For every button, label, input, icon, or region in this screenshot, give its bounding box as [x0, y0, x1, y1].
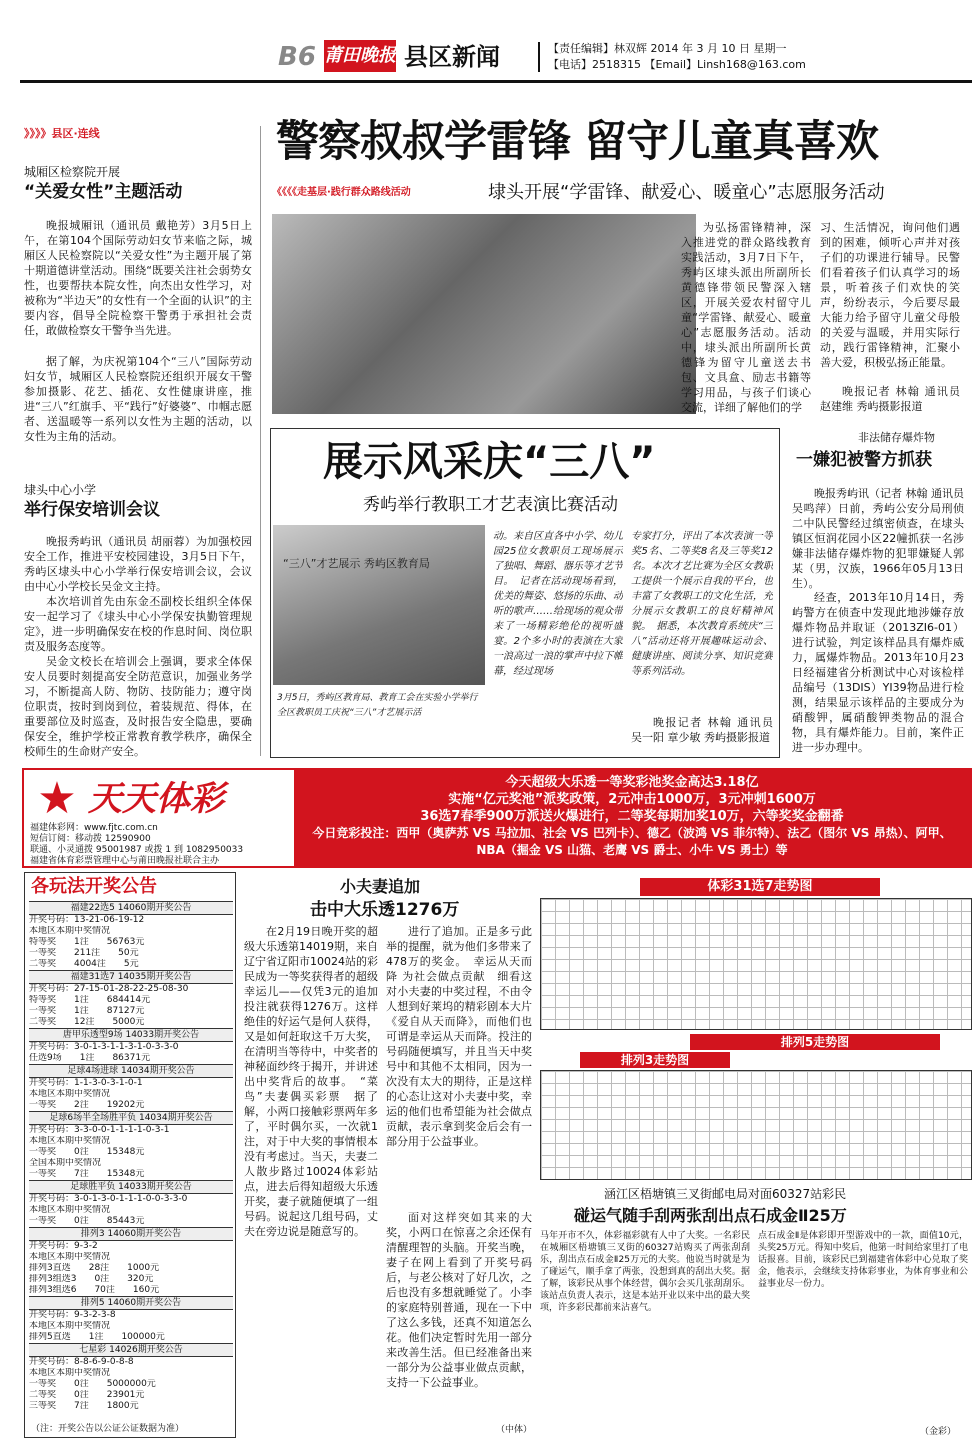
- sanba-box: [270, 428, 780, 758]
- article-subtitle: 城厢区检察院开展: [24, 165, 121, 179]
- section-title: 县区新闻: [404, 43, 500, 71]
- couple-text: 进行了追加。正是多亏此举的提醒，就为他们多带来了478万的奖金。 幸运从天而降 为社会做点贡献 细看这对小夫妻的中奖过程，不由令人想到好莱坞的精彩剧本大片《爱自从天而降》，而他们也可谓是幸运从天而降。投注的号码随便填写，并且当天中奖号中和其他不太相同，因为一次没有太大的期待，正是这样的心态让这对小夫妻中奖，幸运的他们也希望能为社会做点贡献，表示拿到奖金后会有一部分用于公益事业。: [386, 925, 532, 1148]
- lottery-message-panel: [294, 770, 970, 866]
- result-line: 一等奖 0注 85443元: [29, 1216, 145, 1226]
- chart31-grid: [540, 898, 972, 1030]
- lead-credit: 晚报记者 林翰 通讯员 赵建维 秀屿摄影报道: [820, 385, 960, 413]
- lucky-subtitle: 涵江区梧塘镇三叉街邮电局对面60327站彩民: [604, 1187, 847, 1201]
- lottery-info: 短信订阅：移动拨 12590900: [30, 834, 151, 844]
- pl-chart-frame: [540, 1034, 972, 1180]
- result-line: 排列5 14060期开奖公告: [29, 1296, 233, 1310]
- result-line: 排列5直选 1注 100000元: [29, 1332, 165, 1342]
- lottery-banner: [22, 768, 972, 868]
- results-footer: （注：开奖公告以公证公证数据为准）: [31, 1424, 185, 1434]
- result-line: 排列3 14060期开奖公告: [29, 1227, 233, 1241]
- result-line: 本地区本期中奖情况: [29, 1321, 111, 1331]
- couple-source: （中体）: [496, 1425, 533, 1435]
- result-line: 一等奖 0注 5000000元: [29, 1379, 156, 1389]
- result-line: 排列3组选6 70注 160元: [29, 1285, 160, 1295]
- result-line: 足球4场进球 14034期开奖公告: [29, 1064, 233, 1078]
- couple-text: 在2月19日晚开奖的超级大乐透第14019期，来自辽宁省辽阳市10024站的彩民成为一等奖获得者的超级幸运儿——仅凭3元的追加投注就获得1276万。这样绝佳的好运气是何人获得，又是如何赶取这千万大奖，在清明当等待中，中奖者的神秘面纱终于揭开，并讲述出中奖背后的故事。 “菜鸟”夫妻偶买彩票 据了解，小两口接触彩票两年多了，平时偶尔买，一次就1注，对于中大奖的事情根本没有考虑过。当天，夫妻二人散步路过10024体彩站点，进去后得知超级大乐透开奖，妻子就随便填了一组号码。说起这几组号码，丈夫在旁边说是随意写的。: [244, 925, 378, 1238]
- sanba-subtitle: 秀屿举行教职工才艺表演比赛活动: [363, 495, 618, 515]
- result-line: 三等奖 7注 1800元: [29, 1401, 139, 1411]
- result-line: 开奖号码：3-3-0-0-1-1-1-1-0-3-1: [29, 1125, 170, 1135]
- result-line: 本地区本期中奖情况: [29, 1368, 111, 1378]
- result-line: 特等奖 1注 684414元: [29, 995, 151, 1005]
- result-line: 全国本期中奖情况: [29, 1158, 102, 1168]
- result-line: 一等奖 7注 15348元: [29, 1169, 145, 1179]
- lottery-headline: 今天超级大乐透一等奖彩池奖金高达3.18亿: [505, 775, 759, 790]
- result-line: 开奖号码：3-0-1-3-0-1-1-1-0-0-3-3-0: [29, 1194, 188, 1204]
- result-line: 二等奖 0注 23901元: [29, 1390, 145, 1400]
- lottery-headline: 今日竞彩投注：西甲（奥萨苏 VS 马拉加、社会 VS 巴列卡）、德乙（波鸿 VS 菲尔特）、法乙（图尔 VS 昂热）、阿甲、NBA（掘金 VS 山猫、老鹰 VS 爵士、小牛 VS 勇士）等: [312, 826, 952, 857]
- result-line: 七星彩 14026期开奖公告: [29, 1343, 233, 1357]
- result-line: 一等奖 2注 19202元: [29, 1100, 145, 1110]
- lucky-title: 碰运气随手刮两张刮出点石成金Ⅱ25万: [574, 1206, 847, 1225]
- article-subtitle: 埭头中心小学: [24, 483, 97, 497]
- pl-chart-grid: [540, 1070, 972, 1180]
- crime-text: 晚报秀屿讯（记者 林翰 通讯员 吴鸣萍）日前，秀屿公安分局刑侦二中队民警经过缜密侦查，在埭头镇区恒润花园小区22幢抓获一名涉嫌非法储存爆炸物的犯罪嫌疑人郭某（男，汉族，1966年05月13日生）。: [792, 487, 964, 590]
- article-title: “关爱女性”主题活动: [24, 182, 183, 202]
- result-line: 足球胜平负 14033期开奖公告: [29, 1180, 233, 1194]
- lottery-brand: 天天体彩: [88, 779, 224, 819]
- result-line: 开奖号码：1-1-3-0-3-1-0-1: [29, 1078, 143, 1088]
- sanba-photo: [273, 525, 485, 685]
- article-paragraph: 据了解，为庆祝第104个“三八”国际劳动妇女节，城厢区人民检察院还组织开展女干警参加摄影、花艺、插花、女性健康讲座，推进“三八”红旗手、平“践行”好婆婆”、巾帼志愿者、送温暖等一系列以女性为主题的活动，以女性为主角的活动。: [24, 355, 252, 443]
- sanba-text: 专家打分，评出了本次表演一等奖5名、二等奖8名及三等奖12名。本次才艺比赛为全区女教职工提供一个展示自我的平台，也丰富了女教职工的文化生活，充分展示女教职工的良好精神风貌。 据悉，本次教育系统庆“三八”活动还将开展趣味运动会、健康讲座、阅读分享、知识竞赛等系列活动。: [631, 531, 773, 677]
- column-divider: [260, 126, 261, 756]
- sanba-credit: 晚报记者 林翰 通讯员 吴一阳 章少敏 秀屿摄影报道: [631, 716, 773, 744]
- result-line: 本地区本期中奖情况: [29, 1136, 111, 1146]
- lead-photo: [272, 214, 696, 414]
- lottery-headline: 36选7春季900万派送火爆进行，二等奖每期加奖10万，六等奖奖金翻番: [420, 809, 844, 824]
- crime-subtitle: 非法储存爆炸物: [858, 431, 935, 444]
- results-column: [24, 872, 236, 1438]
- contact-line: 【电话】2518315 【Email】Linsh168@163.com: [548, 58, 806, 71]
- paper-logo: [324, 40, 396, 72]
- results-list: [29, 901, 233, 1412]
- lottery-info: 福建体彩网：www.fjtc.com.cn: [30, 823, 158, 833]
- result-line: 一等奖 0注 15348元: [29, 1147, 145, 1157]
- header-rule: [20, 80, 972, 83]
- pl3-title: 排列3走势图: [580, 1052, 730, 1068]
- section-kicker: 》》》》县区·连线: [24, 127, 100, 140]
- header-divider: [538, 42, 540, 72]
- chart31-title: 体彩31选7走势图: [640, 878, 880, 896]
- result-line: 一等奖 211注 50元: [29, 948, 139, 958]
- lucky-text: 马年开市不久，体彩福彩就有人中了大奖。一名彩民在城厢区梧塘镇三叉街的60327站购买了两张刮刮乐，刮出点石成金Ⅱ25万元的大奖。他说当时就是为了碰运气，顺手拿了两张，没想到真的刮出大奖。据了解，该彩民从事个体经营，偶尔会买几张刮刮乐。该站点负责人表示，这是本站开业以来中出的最大奖项，许多彩民都前来沾喜气。: [540, 1231, 750, 1313]
- sanba-caption: 3月5日，秀屿区教育局、教育工会在实验小学举行全区教职员工庆祝“三八”才艺展示活: [277, 693, 478, 718]
- results-title: 各玩法开奖公告: [31, 876, 157, 897]
- result-line: 开奖号码：13-21-06-19-12: [29, 915, 145, 925]
- result-line: 二等奖 12注 5000元: [29, 1017, 145, 1027]
- lottery-headline: 实施“亿元奖池”派奖政策，2元冲击1000万，3元冲刺1600万: [448, 792, 816, 807]
- result-line: 足球6场半全场胜平负 14034期开奖公告: [29, 1111, 233, 1125]
- result-line: 本地区本期中奖情况: [29, 1205, 111, 1215]
- crime-text: 经查，2013年10月14日，秀屿警方在侦查中发现此地涉嫌存放爆炸物品并取证（2013ZI6-01）进行试验，判定该样品具有爆炸威力，属爆炸物品。2013年10月23日经福建省分析测试中心对该检样品编号（13DIS）YI39物品进行检测，结果显示该样品的主要成分为硝酸钾，属硝酸钾类物品的混合物，具有爆炸能力。目前，案件正进一步办理中。: [792, 591, 964, 754]
- paper-name: 莆田晚报: [324, 45, 396, 66]
- crime-title: 一嫌犯被警方抓获: [796, 450, 932, 470]
- result-line: 本地区本期中奖情况: [29, 926, 111, 936]
- article-paragraph: 吴金文校长在培训会上强调，要求全体保安人员要时刻提高安全防范意识，加强业务学习，不断提高人防、物防、技防能力；遵守岗位职责，按时到岗到位，着装规范、得体，在重要部位及时巡查，及时报告安全隐患，要确保安全，维护学校正常教育教学秩序，确保全校师生的生命财产安全。: [24, 655, 252, 758]
- result-line: 福建31选7 14035期开奖公告: [29, 970, 233, 984]
- lead-kicker: 《《《《走基层·践行群众路线活动: [272, 187, 411, 198]
- chart31-frame: [540, 878, 972, 1030]
- editor-line: 【责任编辑】林双辉 2014 年 3 月 10 日 星期一: [548, 42, 787, 55]
- lucky-source: （金彩）: [920, 1427, 957, 1437]
- left-column: [24, 126, 254, 756]
- star-icon: ★: [37, 773, 77, 824]
- article-title: 举行保安培训会议: [24, 500, 160, 520]
- result-line: 唐甲乐透型9场 14033期开奖公告: [29, 1028, 233, 1042]
- result-line: 一等奖 1注 87127元: [29, 1006, 145, 1016]
- result-line: 开奖号码：27-15-01-28-22-25-08-30: [29, 984, 189, 994]
- sanba-title: 展示风采庆“三八”: [323, 439, 656, 485]
- sanba-text: 动。来自区直各中小学、幼儿园25位女教职员工现场展示了独唱、舞蹈、器乐等才艺节目。 记者在活动现场看到，优美的舞姿、悠扬的乐曲、动听的歌声……给现场的观众带来了一场精彩绝伦的视听盛宴。2个多小时的表演在大家一浪高过一浪的掌声中拉下帷幕，经过现场: [493, 531, 623, 677]
- result-line: 福建22选5 14060期开奖公告: [29, 901, 233, 915]
- lead-subtitle: 埭头开展“学雷锋、献爱心、暖童心”志愿服务活动: [488, 182, 885, 203]
- article-paragraph: 本次培训首先由东金丕副校长组织全体保安一起学习了《埭头中心小学保安执勤管理规定》，进一步明确保安在校的作息时间、岗位职责及服务态度等。: [24, 595, 252, 653]
- result-line: 二等奖 4004注 5元: [29, 959, 139, 969]
- result-line: 开奖号码：3-0-1-3-1-1-3-1-0-3-3-0: [29, 1042, 179, 1052]
- lucky-text: 点石成金Ⅱ是体彩即开型游戏中的一款，面值10元，头奖25万元。得知中奖后，他第一时间给家里打了电话报喜。目前，该彩民已到福建省体彩中心兑取了奖金，他表示，会继续支持体彩事业，为体育事业和公益事业尽一份力。: [758, 1231, 968, 1289]
- result-line: 特等奖 1注 56763元: [29, 937, 145, 947]
- article-paragraph: 晚报秀屿讯（通讯员 胡丽蓉）为加强校园安全工作，推进平安校园建设，3月5日下午，秀屿区埭头中心小学举行保安培训会议，会议由中心小学校长吴金文主持。: [24, 535, 252, 593]
- result-line: 排列3直选 28注 1000元: [29, 1263, 160, 1273]
- article-paragraph: 晚报城厢讯（通讯员 戴艳芳）3月5日上午，在第104个国际劳动妇女节来临之际，城厢区人民检察院以“关爱女性”为主题开展了第十期道德讲堂活动。围绕“既要关注社会弱势女性，也要帮扶本院女性，向杰出女性学习，对被称为“半边天”的女性有一个全面的认识”的主要内容，倡导全院检察干警勇于承担社会责任，敢做检察女干警争当先进。: [24, 219, 252, 337]
- page-number: B6: [278, 42, 316, 72]
- result-line: 开奖号码：9-3-2: [29, 1241, 98, 1251]
- couple-text: 面对这样突如其来的大奖，小两口在惊喜之余还保有清醒理智的头脑。开奖当晚，妻子在网上看到了开奖号码后，与老公核对了好几次，之后也没有多想就睡觉了。小李的家庭特别普通，现在一下中了这么多钱，还真不知道怎么花。他们决定暂时先用一部分来改善生活。但已经准备出来一部分为公益事业做点贡献，支持一下公益事业。: [386, 1211, 532, 1389]
- header-bar: [272, 38, 972, 78]
- result-line: 任选9场 1注 86371元: [29, 1053, 151, 1063]
- result-line: 开奖号码：9-3-2-3-8: [29, 1310, 116, 1320]
- pl5-title: 排列5走势图: [690, 1034, 940, 1050]
- lottery-info: 联通、小灵通拨 95001987 或拨 1 到 1082950033: [30, 845, 244, 855]
- lead-text: 为弘扬雷锋精神，深入推进党的群众路线教育实践活动，3月7日下午，秀屿区埭头派出所副所长黄德锋带领民警深入辖区，开展关爱农村留守儿童“学雷锋、献爱心、暖童心”志愿服务活动。活动中，埭头派出所副所长黄德锋为留守儿童送去书包、文具盒、励志书籍等学习用品，与孩子们谈心交流，详细了解他们的学: [681, 221, 811, 414]
- lead-title: 警察叔叔学雷锋 留守儿童真喜欢: [276, 117, 878, 167]
- result-line: 本地区本期中奖情况: [29, 1252, 111, 1262]
- result-line: 开奖号码：8-8-6-9-0-8-8: [29, 1357, 134, 1367]
- couple-title: 小夫妻追加: [340, 877, 421, 896]
- lottery-info: 福建省体育彩票管理中心与莆田晚报社联合主办: [30, 856, 220, 866]
- photo-banner-text: “三八”才艺展示 秀屿区教育局: [283, 557, 430, 570]
- lead-text: 习、生活情况，询问他们遇到的困难，倾听心声并对孩子们的功课进行辅导。民警们看着孩子们认真学习的场景，听着孩子们欢快的笑声，纷纷表示，今后要尽最大能力给予留守儿童父母般的关爱与温暖，并用实际行动，践行雷锋精神，汇聚小善大爱，积极弘扬正能量。: [820, 221, 960, 369]
- result-line: 排列3组选3 0注 320元: [29, 1274, 154, 1284]
- couple-title: 击中大乐透1276万: [310, 900, 460, 920]
- result-line: 本地区本期中奖情况: [29, 1089, 111, 1099]
